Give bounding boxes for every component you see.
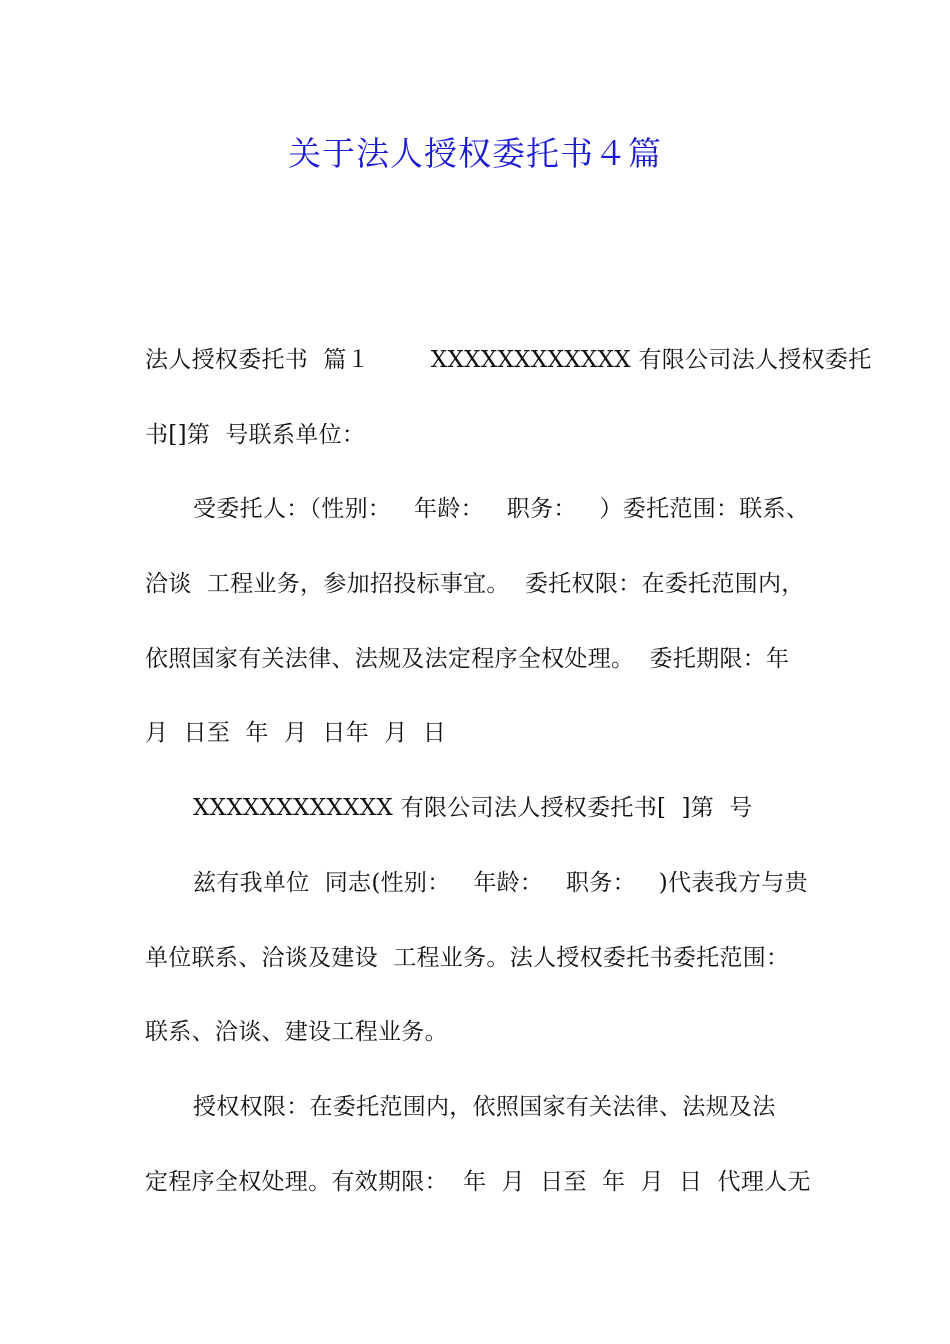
document-title: 关于法人授权委托书４篇 (288, 134, 662, 173)
body-line-10: 联系、洽谈、建设工程业务。 (145, 1019, 448, 1045)
body-line-2: 书[]第 号联系单位： (145, 422, 366, 448)
body-line-1: 法人授权委托书 篇１ XXXXXXXXXXXX 有限公司法人授权委托 (145, 347, 872, 373)
body-line-11: 授权权限：在委托范围内，依照国家有关法律、法规及法 (193, 1094, 776, 1120)
body-line-4: 洽谈 工程业务，参加招投标事宜。 委托权限：在委托范围内， (145, 571, 805, 597)
body-line-8: 兹有我单位 同志(性别： 年龄： 职务： )代表我方与贵 (193, 870, 808, 896)
body-line-3: 受委托人：（性别： 年龄： 职务： ）委托范围：联系、 (193, 496, 810, 522)
body-line-7: XXXXXXXXXXXX 有限公司法人授权委托书[ ]第 号 (193, 795, 753, 821)
body-line-6: 月 日至 年 月 日年 月 日 (145, 720, 447, 746)
body-line-12: 定程序全权处理。有效期限： 年 月 日至 年 月 日 代理人无 (145, 1169, 811, 1195)
body-line-9: 单位联系、洽谈及建设 工程业务。法人授权委托书委托范围： (145, 945, 790, 971)
body-line-5: 依照国家有关法律、法规及法定程序全权处理。 委托期限：年 (145, 646, 790, 672)
